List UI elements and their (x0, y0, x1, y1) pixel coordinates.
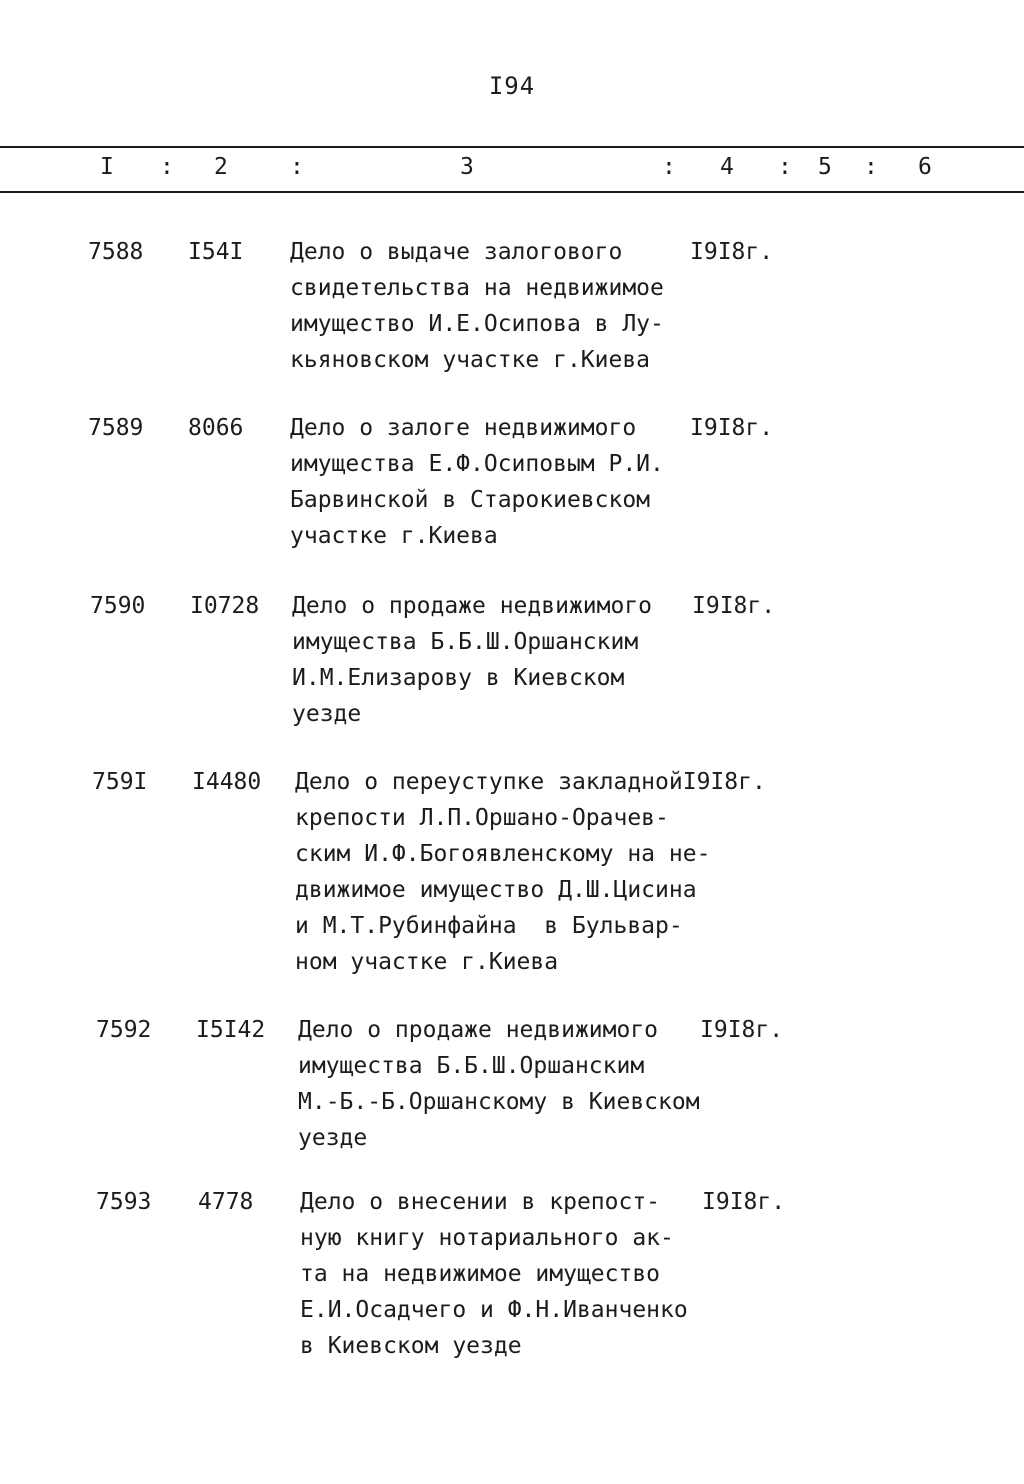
old-number: I5I42 (196, 1017, 266, 1043)
description-line: Дело о продаже недвижимого (298, 1017, 659, 1043)
col-separator: : (160, 154, 174, 180)
description-line: имущества Б.Б.Ш.Оршанским (298, 1053, 645, 1079)
description-line: Е.И.Осадчего и Ф.Н.Иванченко (300, 1297, 688, 1323)
description-line: Барвинской в Старокиевском (290, 487, 651, 513)
description-line: М.-Б.-Б.Оршанскому в Киевском (298, 1089, 700, 1115)
item-number: 7592 (96, 1017, 152, 1043)
description-line: Дело о продаже недвижимого (292, 593, 653, 619)
description-line: Дело о переуступке закладнойI9I8г. (295, 769, 766, 795)
date: I9I8г. (692, 593, 776, 619)
date: I9I8г. (702, 1189, 786, 1215)
old-number: I0728 (190, 593, 260, 619)
description-line: и М.Т.Рубинфайна в Бульвар- (295, 913, 683, 939)
description-line: в Киевском уезде (300, 1333, 522, 1359)
description-line: ную книгу нотариального ак- (300, 1225, 674, 1251)
description-line: имущества Е.Ф.Осиповым Р.И. (290, 451, 664, 477)
description-line: крепости Л.П.Оршано-Орачев- (295, 805, 669, 831)
description-line: И.М.Елизарову в Киевском (292, 665, 625, 691)
col-3-header: 3 (460, 154, 474, 180)
old-number: I4480 (192, 769, 262, 795)
col-5-header: 5 (818, 154, 832, 180)
header-top-rule (0, 146, 1024, 148)
description-line: имущество И.Е.Осипова в Лу- (290, 311, 664, 337)
description-line: уезде (298, 1125, 368, 1151)
date: I9I8г. (690, 415, 774, 441)
description (290, 234, 664, 378)
description-line: Дело о выдаче залогового (290, 239, 623, 265)
col-6-header: 6 (918, 154, 932, 180)
description-line: движимое имущество Д.Ш.Цисина (295, 877, 697, 903)
description-line: ским И.Ф.Богоявленскому на не- (295, 841, 711, 867)
old-number: 4778 (198, 1189, 254, 1215)
item-number: 7588 (88, 239, 144, 265)
old-number: 8066 (188, 415, 244, 441)
description (300, 1184, 688, 1364)
col-separator: : (864, 154, 878, 180)
col-1-header: I (100, 154, 114, 180)
col-separator: : (290, 154, 304, 180)
header-bottom-rule (0, 191, 1024, 193)
description-line: Дело о залоге недвижимого (290, 415, 637, 441)
description-line: Дело о внесении в крепост- (300, 1189, 661, 1215)
description-line: ном участке г.Киева (295, 949, 559, 975)
description-line: кьяновском участке г.Киева (290, 347, 651, 373)
description-line: та на недвижимое имущество (300, 1261, 661, 1287)
description (290, 410, 664, 554)
date: I9I8г. (700, 1017, 784, 1043)
description-line: имущества Б.Б.Ш.Оршанским (292, 629, 639, 655)
description (298, 1012, 700, 1156)
description-line: свидетельства на недвижимое (290, 275, 664, 301)
item-number: 7589 (88, 415, 144, 441)
col-4-header: 4 (720, 154, 734, 180)
col-separator: : (778, 154, 792, 180)
item-number: 7590 (90, 593, 146, 619)
description (292, 588, 652, 732)
col-2-header: 2 (214, 154, 228, 180)
page-number: I94 (488, 72, 536, 100)
date: I9I8г. (690, 239, 774, 265)
item-number: 7593 (96, 1189, 152, 1215)
description-line: уезде (292, 701, 362, 727)
col-separator: : (662, 154, 676, 180)
item-number: 759I (92, 769, 148, 795)
old-number: I54I (188, 239, 244, 265)
description-line: участке г.Киева (290, 523, 498, 549)
description (295, 764, 766, 980)
